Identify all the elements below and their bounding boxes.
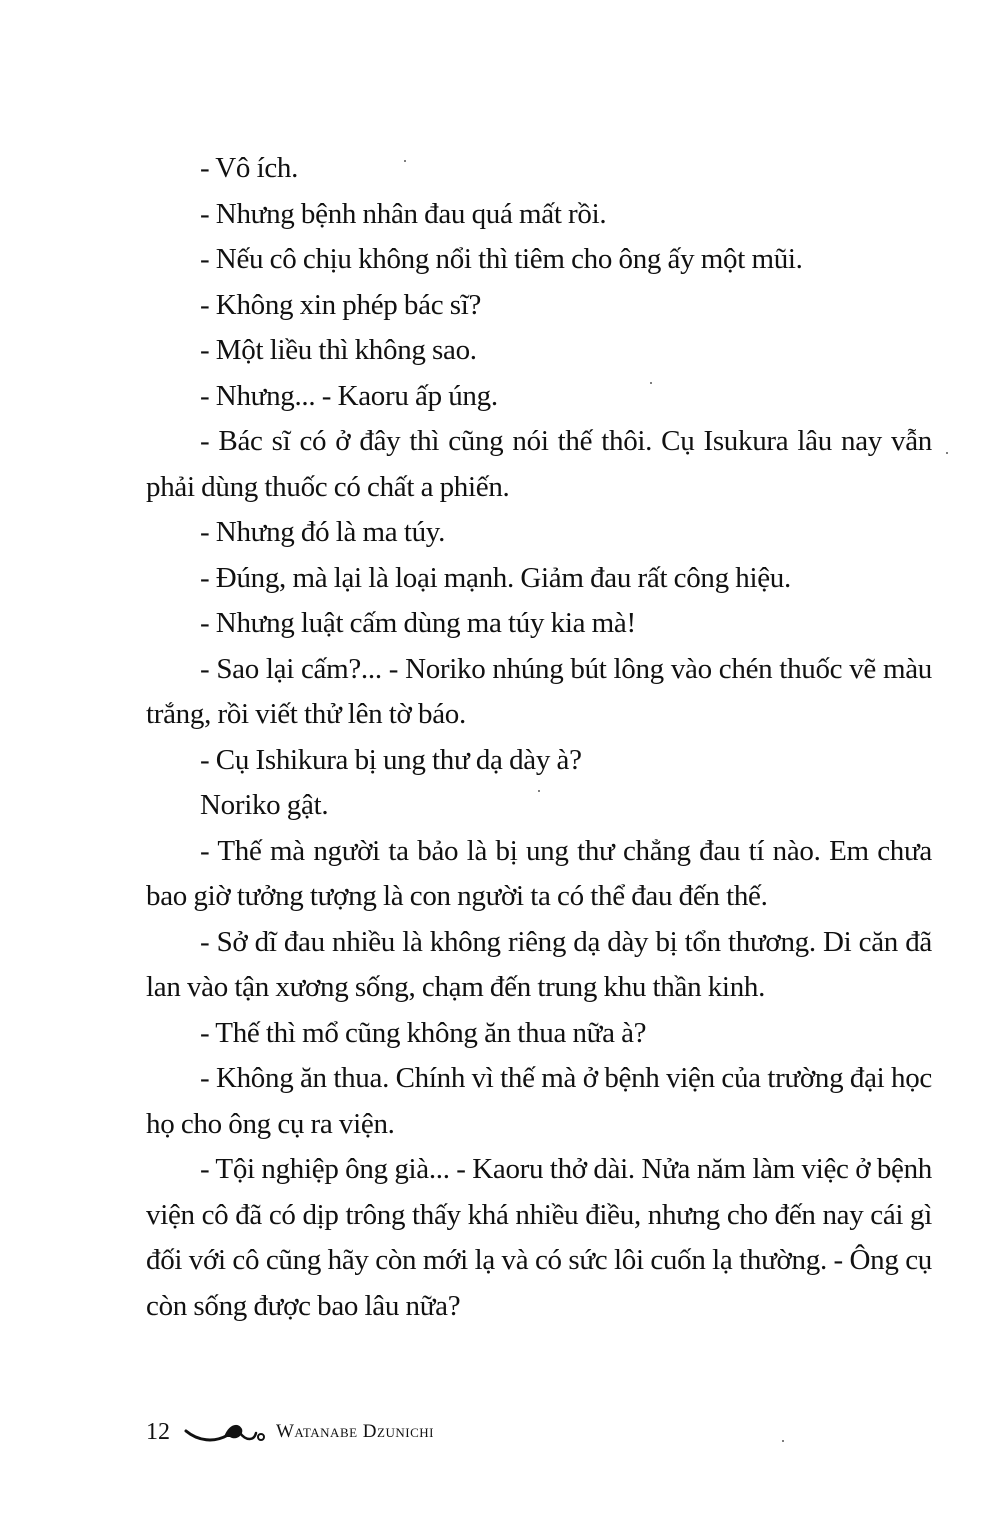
paragraph: - Nhưng... - Kaoru ấp úng. xyxy=(200,379,498,412)
paragraph: - Tội nghiệp ông già... - Kaoru thở dài. Nửa năm làm việc ở bệnh viện cô đã có dịp trông thấy khá nhiều điều, nhưng cho đến nay cái gì đối với cô cũng hãy còn mới lạ và có sức lôi cuốn lạ thường. - Ông cụ còn sống được bao lâu nữa? xyxy=(146,1153,932,1322)
paragraph: - Thế mà người ta bảo là bị ung thư chẳng đau tí nào. Em chưa bao giờ tưởng tượng là con người ta có thể đau đến thế. xyxy=(146,834,932,912)
paragraph: Noriko gật. xyxy=(200,789,329,821)
paragraph: - Thế thì mổ cũng không ăn thua nữa à? xyxy=(200,1016,647,1049)
paragraph: - Đúng, mà lại là loại mạnh. Giảm đau rất công hiệu. xyxy=(200,561,791,594)
paragraph: - Sở dĩ đau nhiều là không riêng dạ dày bị tổn thương. Di căn đã lan vào tận xương sống, chạm đến trung khu thần kinh. xyxy=(146,925,932,1003)
print-speck xyxy=(404,160,406,162)
paragraph: - Sao lại cấm?... - Noriko nhúng bút lông vào chén thuốc vẽ màu trắng, rồi viết thử lên tờ báo. xyxy=(146,652,932,730)
print-speck xyxy=(650,382,652,384)
page-footer xyxy=(146,1412,434,1452)
print-speck xyxy=(782,1440,784,1442)
paragraph: - Vô ích. xyxy=(200,152,299,184)
paragraph: - Cụ Ishikura bị ung thư dạ dày à? xyxy=(200,743,582,776)
print-speck xyxy=(538,790,540,792)
paragraph: - Nhưng luật cấm dùng ma túy kia mà! xyxy=(200,607,636,639)
paragraph: - Không xin phép bác sĩ? xyxy=(200,288,482,321)
paragraph: - Nhưng đó là ma túy. xyxy=(200,516,446,548)
swash-ornament-icon xyxy=(184,1415,266,1449)
paragraph: - Bác sĩ có ở đây thì cũng nói thế thôi. Cụ Isukura lâu nay vẫn phải dùng thuốc có chất a phiến. xyxy=(146,425,932,503)
print-speck xyxy=(946,452,948,454)
book-author: Watanabe Dzunichi xyxy=(276,1421,434,1442)
paragraph: - Một liều thì không sao. xyxy=(200,334,477,366)
page-number: 12 xyxy=(146,1418,170,1445)
body-text xyxy=(146,146,932,1329)
paragraph: - Nhưng bệnh nhân đau quá mất rồi. xyxy=(200,197,607,230)
paragraph: - Nếu cô chịu không nổi thì tiêm cho ông ấy một mũi. xyxy=(200,243,803,275)
paragraph: - Không ăn thua. Chính vì thế mà ở bệnh viện của trường đại học họ cho ông cụ ra viện. xyxy=(146,1062,932,1140)
